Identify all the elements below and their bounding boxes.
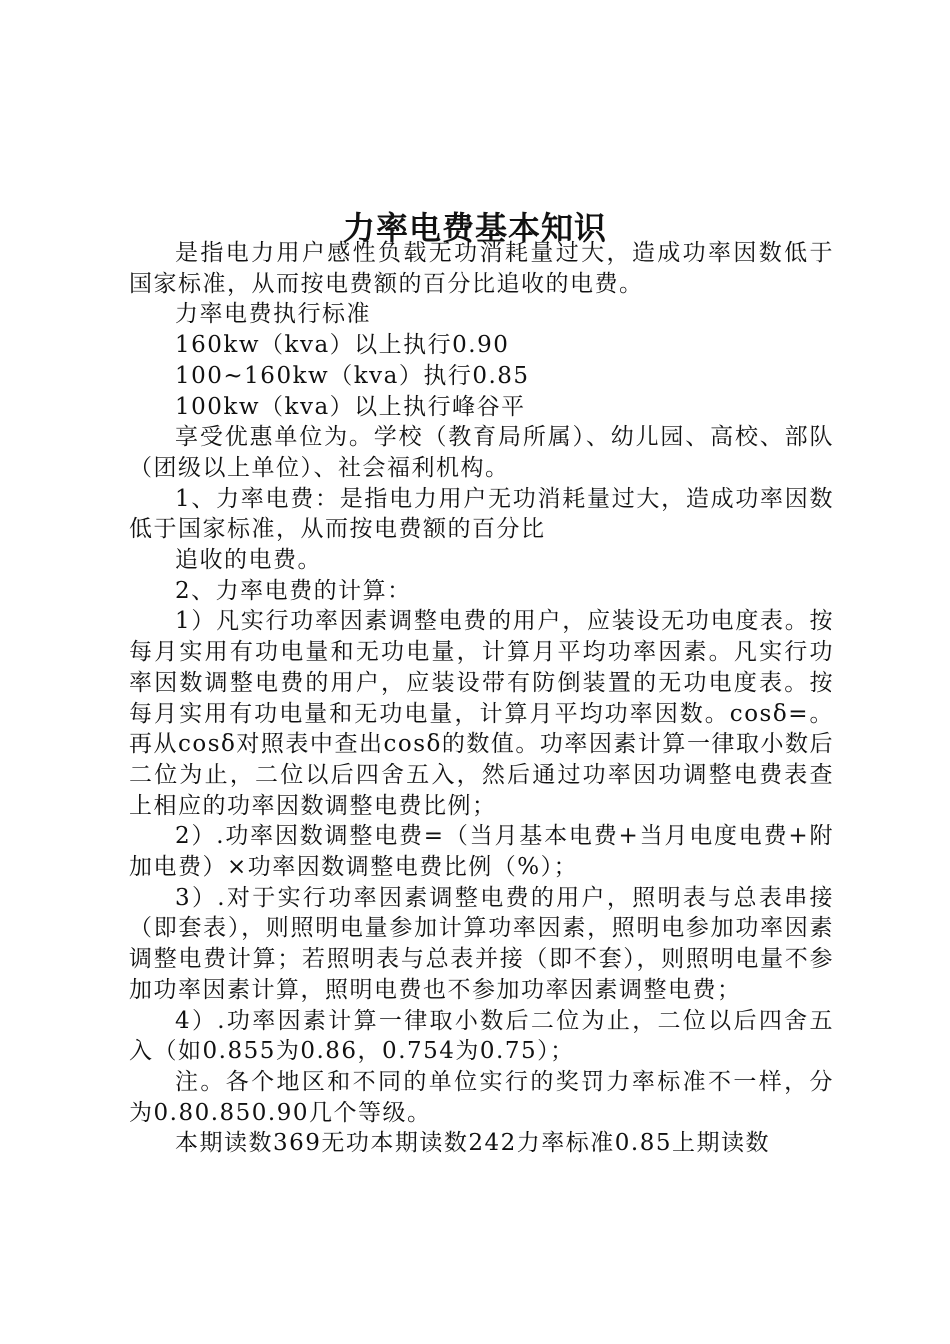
paragraph-calc-step-2: 2）.功率因数调整电费=（当月基本电费+当月电度电费+附加电费）×功率因数调整电费比例（%）； <box>129 823 834 881</box>
paragraph-item-2: 2、力率电费的计算： <box>175 577 412 604</box>
paragraph-calc-step-1: 1）凡实行功率因素调整电费的用户，应装设无功电度表。按每月实用有功电量和无功电量，计算月平均功率因素。凡实行功率因数调整电费的用户，应装设带有防倒装置的无功电度表。按每月实用有功电量和无功电量，计算月平均功率因数。cosδ=。再从cosδ对照表中查出cosδ的数值。功率因素计算一律取小数后二位为止，二位以后四舍五入，然后通过功率因功调整电费表查上相应的功率因数调整电费比例； <box>129 608 834 819</box>
document-title: 力率电费基本知识 <box>342 209 607 248</box>
paragraph-standard-100kw: 100kw（kva）以上执行峰谷平 <box>175 393 526 420</box>
document-body <box>129 238 834 1159</box>
paragraph-preferential-units: 享受优惠单位为。学校（教育局所属）、幼儿园、高校、部队（团级以上单位）、社会福利机构。 <box>129 424 834 481</box>
paragraph-standard-160kw: 160kw（kva）以上执行0.90 <box>175 332 510 359</box>
paragraph-standard-100-160kw: 100~160kw（kva）执行0.85 <box>175 362 530 389</box>
paragraph-definition: 是指电力用户感性负载无功消耗量过大，造成功率因数低于国家标准，从而按电费额的百分比追收的电费。 <box>129 240 834 297</box>
paragraph-calc-step-4: 4）.功率因素计算一律取小数后二位为止，二位以后四舍五入（如0.855为0.86，0.754为0.75）； <box>129 1007 834 1065</box>
paragraph-item-1: 1、力率电费：是指电力用户无功消耗量过大，造成功率因数低于国家标准，从而按电费额的百分比 <box>129 485 834 543</box>
paragraph-note: 注。各个地区和不同的单位实行的奖罚力率标准不一样，分为0.80.850.90几个等级。 <box>129 1068 834 1126</box>
paragraph-calc-step-3: 3）.对于实行功率因素调整电费的用户，照明表与总表串接（即套表），则照明电量参加计算功率因素，照明电参加功率因素调整电费计算；若照明表与总表并接（即不套），则照明电量不参加功率因素计算，照明电费也不参加功率因素调整电费； <box>129 884 834 1003</box>
paragraph-example-readings: 本期读数369无功本期读数242力率标准0.85上期读数 <box>175 1130 771 1157</box>
paragraph-standard-heading: 力率电费执行标准 <box>175 301 371 328</box>
paragraph-item-1-continued: 追收的电费。 <box>175 547 322 574</box>
